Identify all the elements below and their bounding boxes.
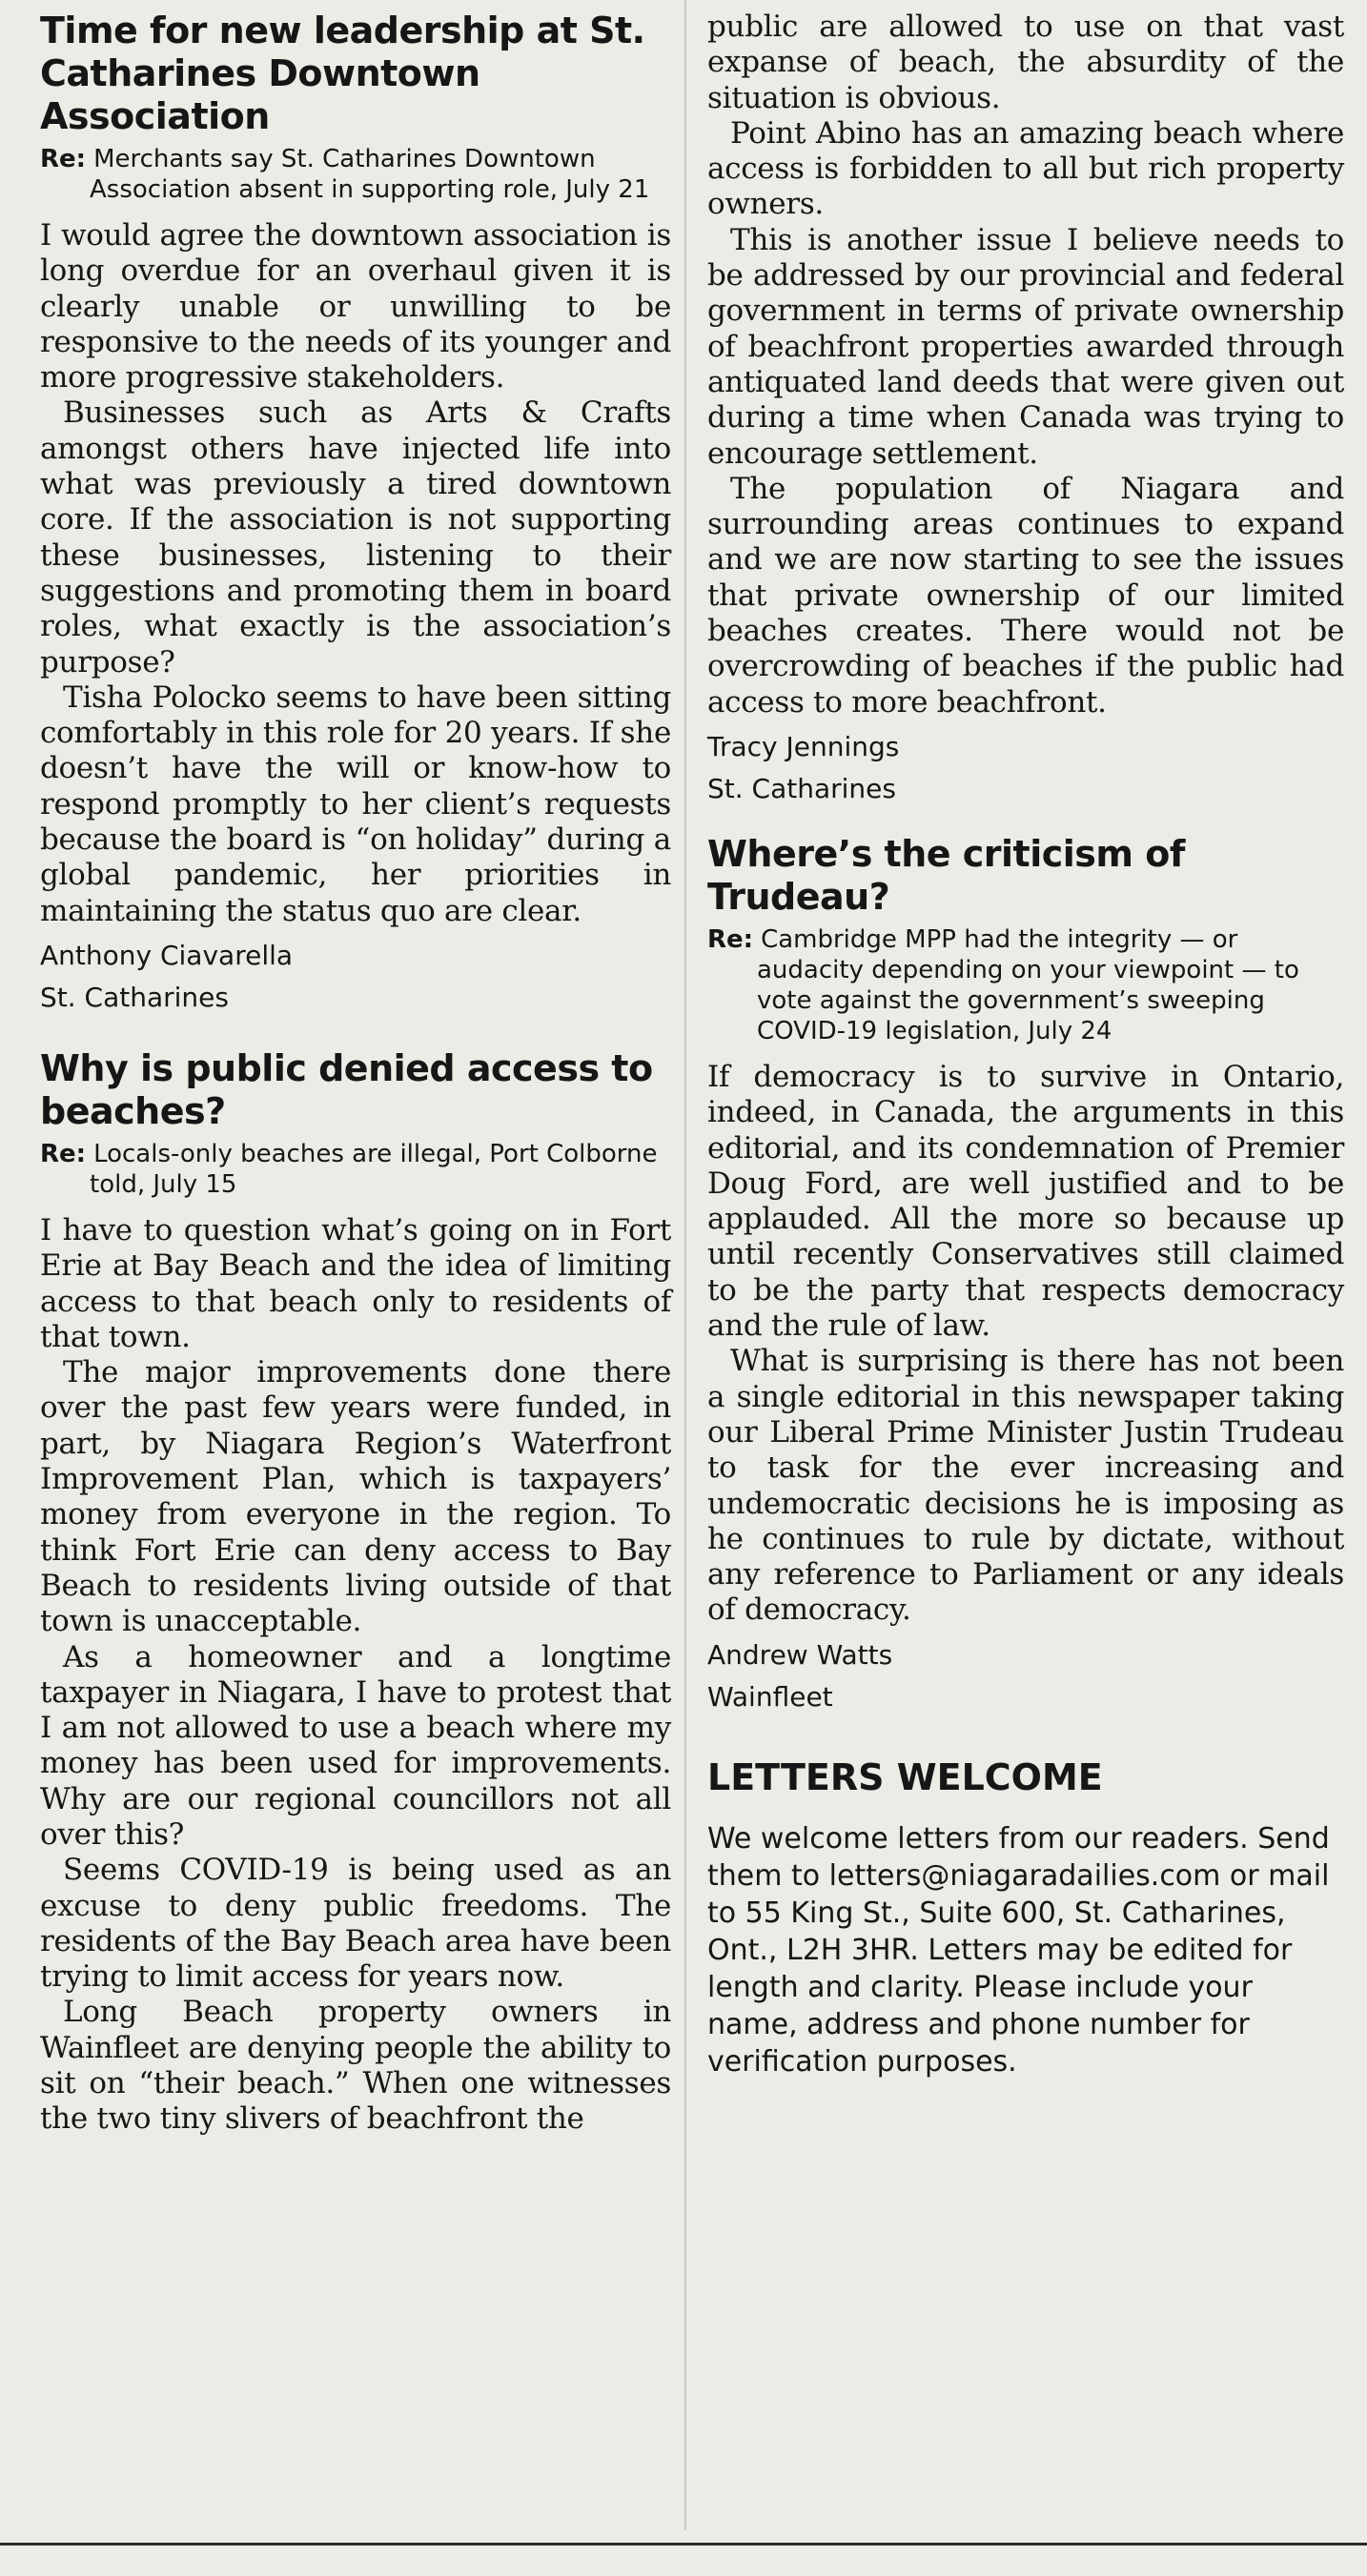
letter-body bbox=[40, 218, 671, 929]
bottom-rule bbox=[0, 2543, 1367, 2546]
letters-welcome-text: We welcome letters from our readers. Send them to letters@niagaradailies.com or mail to 55 King St., Suite 600, St. Catharines, Ont., L2H 3HR. Letters may be edited for length and clarity. Please include your name, address and phone number for verification purposes. bbox=[707, 1821, 1330, 2079]
re-label: Re: bbox=[40, 1139, 87, 1168]
paragraph: The population of Niagara and surrounding areas continues to expand and we are now starting to see the issues that private ownership of our limited beaches creates. There would not be overcrowding of beaches if the public had access to more beachfront. bbox=[707, 471, 1344, 720]
author-location: St. Catharines bbox=[707, 772, 896, 804]
re-text: Locals-only beaches are illegal, Port Colborne told, July 15 bbox=[90, 1139, 658, 1199]
letter-leadership bbox=[40, 10, 671, 1019]
letter-beaches bbox=[40, 1047, 671, 2138]
signature bbox=[707, 1634, 1344, 1718]
paragraph: public are allowed to use on that vast expanse of beach, the absurdity of the situation is obvious. bbox=[707, 10, 1344, 115]
author-name: Tracy Jennings bbox=[707, 730, 900, 762]
paragraph: Tisha Polocko seems to have been sitting comfortably in this role for 20 years. If she doesn’t have the will or know-how to respond promptly to her client’s requests because the board is “on holiday” during a global pandemic, her priorities in maintaining the status quo are clear. bbox=[40, 679, 671, 928]
re-label: Re: bbox=[707, 924, 754, 954]
letter-trudeau bbox=[707, 833, 1344, 1718]
paragraph: If democracy is to survive in Ontario, indeed, in Canada, the arguments in this editorial, and its condemnation of Premier Doug Ford, are well justified and to be applauded. All the more so because up until recently Conservatives still claimed to be the party that respects democracy and the rule of law. bbox=[707, 1059, 1344, 1344]
re-line bbox=[40, 144, 671, 205]
letter-headline: Why is public denied access to beaches? bbox=[40, 1046, 653, 1132]
re-label: Re: bbox=[40, 145, 87, 173]
paragraph: Businesses such as Arts & Crafts amongst others have injected life into what was previously a tired downtown core. If the association is not supporting these businesses, listening to their suggestions and promoting them in board roles, what exactly is the association’s purpose? bbox=[40, 396, 671, 679]
letter-body bbox=[40, 1213, 671, 2138]
paragraph: What is surprising is there has not been a single editorial in this newspaper taking our Liberal Prime Minister Justin Trudeau to task for the ever increasing and undemocratic decisions he is imposing as he continues to rule by dictate, without any reference to Parliament or any ideals of democracy. bbox=[707, 1344, 1344, 1628]
paragraph: I would agree the downtown association is long overdue for an overhaul given it is clearly unable or unwilling to be responsive to the needs of its younger and more progressive stakeholders. bbox=[40, 218, 671, 396]
paragraph: Long Beach property owners in Wainfleet are denying people the ability to sit on “their beach.” When one witnesses the two tiny slivers of beachfront the bbox=[40, 1995, 671, 2137]
author-name: Andrew Watts bbox=[707, 1638, 893, 1671]
paragraph: Point Abino has an amazing beach where access is forbidden to all but rich property owners. bbox=[707, 115, 1344, 222]
right-column bbox=[707, 10, 1344, 2080]
signature bbox=[707, 726, 1344, 810]
paragraph: As a homeowner and a longtime taxpayer in Niagara, I have to protest that I am not allowed to use a beach where my money has been used for improvements. Why are our regional councillors not all over this? bbox=[40, 1639, 671, 1852]
letters-welcome-title: LETTERS WELCOME bbox=[707, 1755, 1103, 1798]
letter-headline: Where’s the criticism of Trudeau? bbox=[707, 832, 1185, 918]
paragraph: Seems COVID-19 is being used as an excuse to deny public freedoms. The residents of the Bay Beach area have been trying to limit access for years now. bbox=[40, 1853, 671, 1995]
paragraph: The major improvements done there over the past few years were funded, in part, by Niagara Region’s Waterfront Improvement Plan, which is taxpayers’ money from everyone in the region. To think Fort Erie can deny access to Bay Beach to residents living outside of that town is unacceptable. bbox=[40, 1355, 671, 1639]
paragraph: This is another issue I believe needs to be addressed by our provincial and federal government in terms of private ownership of beachfront properties awarded through antiquated land deeds that were given out during a time when Canada was trying to encourage settlement. bbox=[707, 222, 1344, 471]
letter-beaches-continued bbox=[707, 10, 1344, 810]
re-text: Merchants say St. Catharines Downtown Association absent in supporting role, July 21 bbox=[90, 145, 650, 204]
author-location: St. Catharines bbox=[40, 981, 229, 1013]
letters-welcome-box bbox=[707, 1756, 1344, 2080]
re-text: Cambridge MPP had the integrity — or audacity depending on your viewpoint — to vote against the government’s sweeping COVID-19 legislation, July 24 bbox=[757, 924, 1299, 1045]
re-line bbox=[40, 1139, 671, 1200]
signature bbox=[40, 935, 671, 1019]
letter-body bbox=[707, 10, 1344, 720]
column-divider bbox=[684, 0, 686, 2530]
letter-headline: Time for new leadership at St. Catharines Downtown Association bbox=[40, 10, 645, 137]
letter-body bbox=[707, 1060, 1344, 1629]
paragraph: I have to question what’s going on in Fort Erie at Bay Beach and the idea of limiting access to that beach only to residents of that town. bbox=[40, 1212, 671, 1354]
re-line bbox=[707, 924, 1344, 1046]
author-location: Wainfleet bbox=[707, 1680, 833, 1713]
author-name: Anthony Ciavarella bbox=[40, 939, 294, 971]
left-column bbox=[40, 10, 671, 2138]
